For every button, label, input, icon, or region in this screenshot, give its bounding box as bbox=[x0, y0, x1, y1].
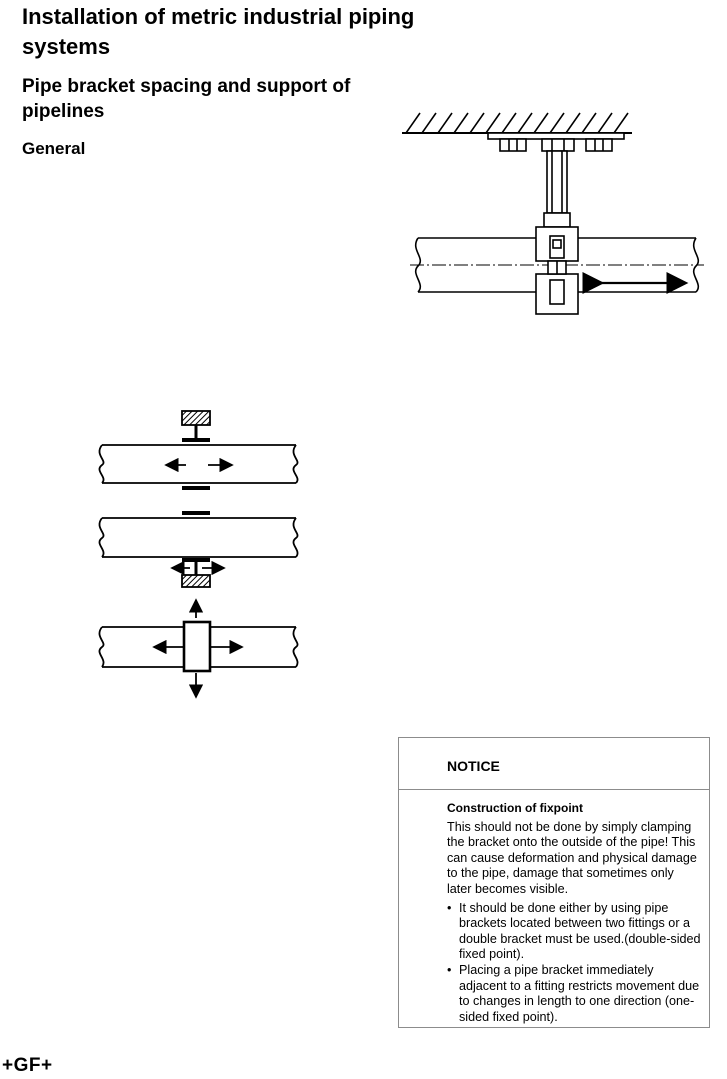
notice-body bbox=[399, 790, 709, 1025]
notice-bullet: • It should be done either by using pipe brackets located between two fittings or a double bracket must be used.(double-sided fixed point). bbox=[447, 901, 701, 963]
notice-bullet-list bbox=[447, 901, 701, 1026]
notice-box bbox=[398, 737, 710, 1028]
notice-heading: NOTICE bbox=[399, 738, 709, 790]
pipe-bracket-hanger-illustration bbox=[400, 108, 710, 318]
notice-bullet: • Placing a pipe bracket immediately adjacent to a fitting restricts movement due to changes in length to one direction (one-sided fixed point). bbox=[447, 963, 701, 1025]
subsection-title: General bbox=[22, 139, 86, 158]
section-title: Pipe bracket spacing and support of pipelines bbox=[22, 76, 351, 122]
page-title: Installation of metric industrial piping systems bbox=[22, 4, 415, 59]
notice-paragraph: This should not be done by simply clamping the bracket onto the outside of the pipe! This can cause deformation and physical damage to the pipe, damage that sometimes only later becomes visible. bbox=[447, 819, 697, 896]
notice-subheading: Construction of fixpoint bbox=[447, 801, 583, 815]
fixpoint-schematics bbox=[90, 405, 310, 705]
gf-logo: +GF+ bbox=[2, 1055, 53, 1076]
